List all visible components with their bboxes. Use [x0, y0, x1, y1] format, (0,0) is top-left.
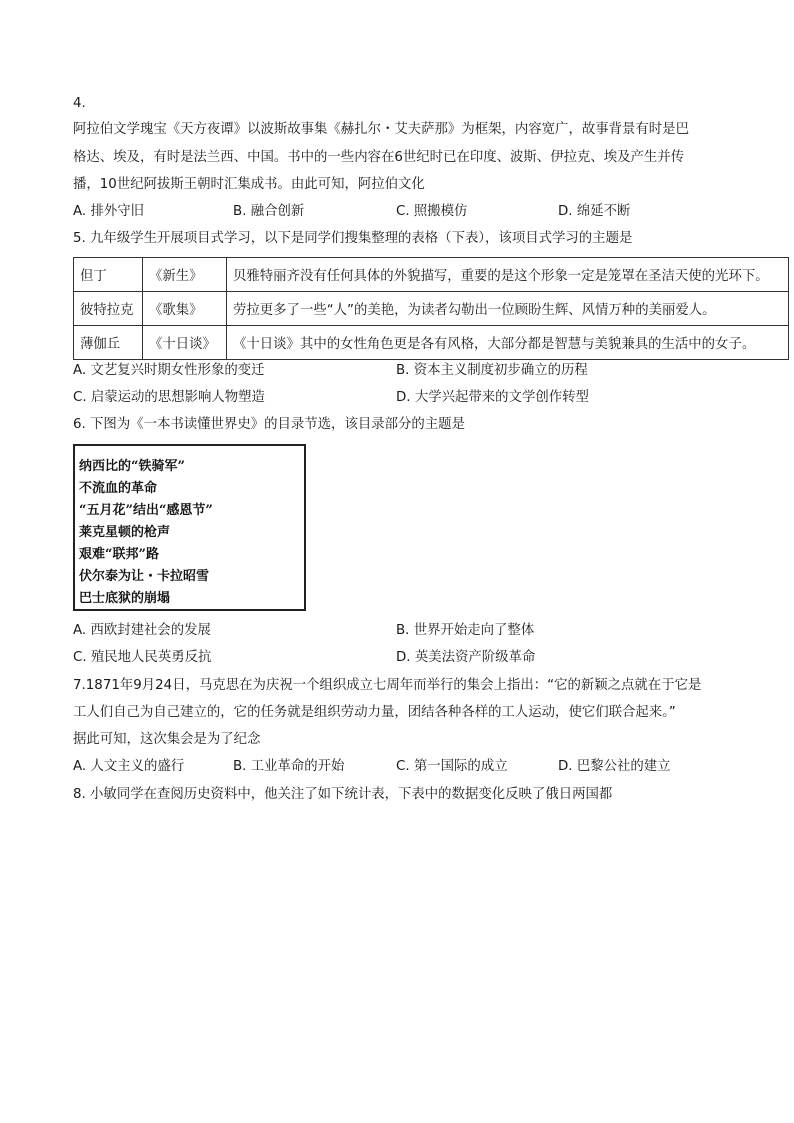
q6-stem: 6. 下图为《一本书读懂世界史》的目录节选，该目录部分的主题是	[73, 417, 465, 432]
toc-item: 巴士底狱的崩塌	[79, 591, 171, 606]
table-cell-work: 《十日谈》	[143, 326, 227, 360]
table-row	[74, 326, 789, 360]
q4-option-b: B. 融合创新	[233, 204, 305, 219]
q5-stem: 5. 九年级学生开展项目式学习，以下是同学们搜集整理的表格（下表），该项目式学习的主题是	[73, 231, 633, 246]
q5-option-b: B. 资本主义制度初步确立的历程	[396, 363, 588, 378]
table-cell-author: 薄伽丘	[74, 326, 143, 360]
q6-option-d: D. 英美法资产阶级革命	[396, 650, 536, 665]
q6-option-a: A. 西欧封建社会的发展	[73, 623, 211, 638]
table-cell-work: 《歌集》	[143, 292, 227, 326]
table-cell-description: 劳拉更多了一些“人”的美艳，为读者勾勒出一位顾盼生辉、风情万种的美丽爱人。	[227, 292, 789, 326]
q4-option-a: A. 排外守旧	[73, 204, 144, 219]
q4-number: 4.	[73, 96, 86, 111]
q4-option-c: C. 照搬模仿	[396, 204, 468, 219]
table-row	[74, 258, 789, 292]
q7-stem-line-3: 据此可知，这次集会是为了纪念	[73, 732, 261, 747]
toc-item: 纳西比的“铁骑军”	[79, 459, 185, 474]
q4-stem-line-3: 播，10世纪阿拔斯王朝时汇集成书。由此可知，阿拉伯文化	[73, 177, 425, 192]
table-cell-author: 彼特拉克	[74, 292, 143, 326]
q4-stem-line-2: 格达、埃及，有时是法兰西、中国。书中的一些内容在6世纪时已在印度、波斯、伊拉克、埃及产生并传	[73, 150, 685, 165]
q8-stem: 8. 小敏同学在查阅历史资料中，他关注了如下统计表，下表中的数据变化反映了俄日两国都	[73, 787, 613, 802]
q5-option-c: C. 启蒙运动的思想影响人物塑造	[73, 390, 265, 405]
toc-item: 莱克星顿的枪声	[79, 525, 171, 540]
toc-item: “五月花”结出“感恩节”	[79, 503, 213, 518]
toc-image	[73, 444, 306, 611]
toc-item: 伏尔泰为让・卡拉昭雪	[79, 569, 210, 584]
q7-stem-line-1: 7.1871年9月24日，马克思在为庆祝一个组织成立七周年而举行的集会上指出：“它的新颖之点就在于它是	[73, 678, 702, 693]
table-cell-description: 贝雅特丽齐没有任何具体的外貌描写，重要的是这个形象一定是笼罩在圣洁天使的光环下。	[227, 258, 789, 292]
toc-item: 艰难“联邦”路	[79, 547, 159, 562]
q5-table	[73, 257, 789, 360]
q4-option-d: D. 绵延不断	[558, 204, 631, 219]
q7-option-b: B. 工业革命的开始	[233, 759, 345, 774]
q7-option-c: C. 第一国际的成立	[396, 759, 508, 774]
q6-option-b: B. 世界开始走向了整体	[396, 623, 535, 638]
q7-option-a: A. 人文主义的盛行	[73, 759, 185, 774]
table-cell-author: 但丁	[74, 258, 143, 292]
q7-stem-line-2: 工人们自己为自己建立的，它的任务就是组织劳动力量，团结各种各样的工人运动，使它们联合起来。”	[73, 705, 676, 720]
table-cell-work: 《新生》	[143, 258, 227, 292]
q5-option-a: A. 文艺复兴时期女性形象的变迁	[73, 363, 265, 378]
q6-option-c: C. 殖民地人民英勇反抗	[73, 650, 212, 665]
q7-option-d: D. 巴黎公社的建立	[558, 759, 671, 774]
q4-stem-line-1: 阿拉伯文学瑰宝《天方夜谭》以波斯故事集《赫扎尔・艾夫萨那》为框架，内容宽广，故事背景有时是巴	[73, 122, 689, 137]
table-cell-description: 《十日谈》其中的女性角色更是各有风格，大部分都是智慧与美貌兼具的生活中的女子。	[227, 326, 789, 360]
toc-item: 不流血的革命	[79, 481, 158, 496]
q5-option-d: D. 大学兴起带来的文学创作转型	[396, 390, 589, 405]
table-row	[74, 292, 789, 326]
